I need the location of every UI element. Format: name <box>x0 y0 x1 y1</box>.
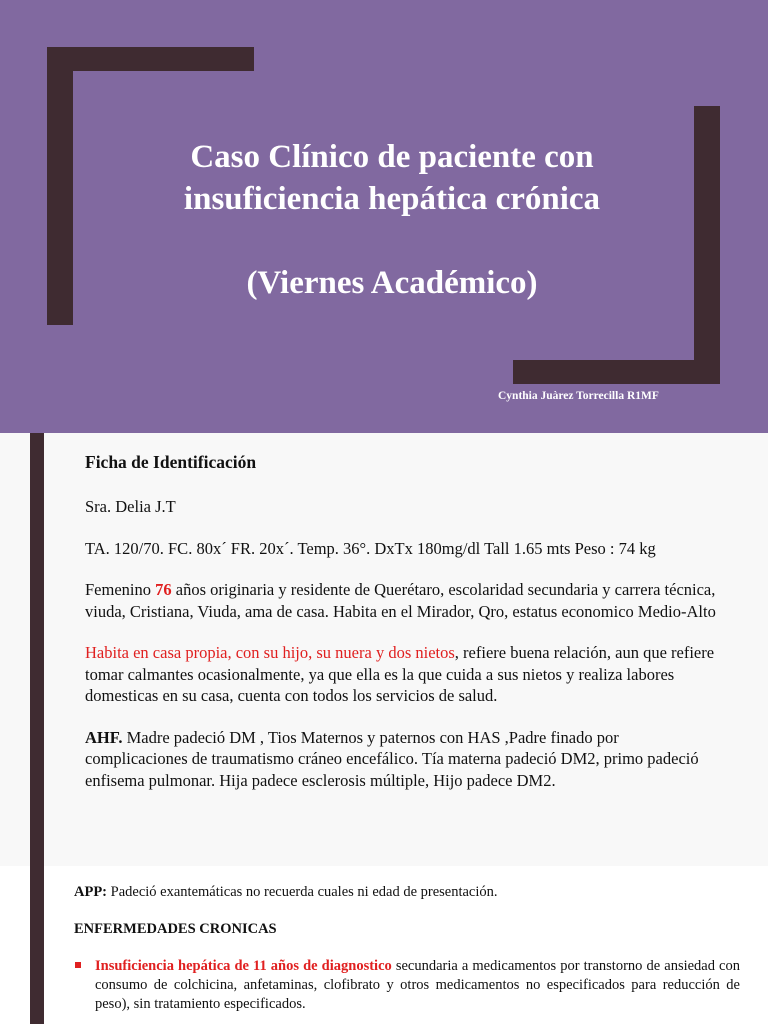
living-situation-highlight: Habita en casa propia, con su hijo, su nuera y dos nietos <box>85 643 455 662</box>
living-situation-paragraph <box>85 642 725 707</box>
diagnosis-highlight: Insuficiencia hepática de 11 años de diagnostico <box>95 958 392 974</box>
vital-signs: TA. 120/70. FC. 80x´ FR. 20x´. Temp. 36°. DxTx 180mg/dl Tall 1.65 mts Peso : 74 kg <box>85 538 656 558</box>
family-history-text: Madre padeció DM , Tios Maternos y paternos con HAS ,Padre finado por complicaciones de traumatismo cráneo encefálico. Tía materna padeció DM2, primo padeció enfisema pulmonar. Hija padece esclerosis múltiple, Hijo padece DM2. <box>85 727 699 790</box>
identification-content <box>85 449 725 811</box>
demographics-text: años originaria y residente de Querétaro, escolaridad secundaria y carrera técnica, viuda, Cristiana, Viuda, ama de casa. Habita en el Mirador, Qro, estatus economico Medio-Alto <box>85 580 716 621</box>
demographics-paragraph <box>85 579 725 622</box>
frame-top-left-horizontal <box>47 47 254 71</box>
chronic-diseases-heading: ENFERMEDADES CRONICAS <box>74 921 277 937</box>
living-situation-text: , refiere buena relación, aun que refiere tomar calmantes ocasionalmente, ya que ella es la que cuida a sus nietos y realiza labores domesticas en su casa, cuenta con todos los servicios de salud. <box>85 643 715 705</box>
diagnosis-text: secundaria a medicamentos por transtorno de ansiedad con consumo de colchicina, anfetaminas, clofibrato y otros medicamentos no especificados para reducción de peso), sin tratamiento especificados. <box>95 958 740 1012</box>
family-history-label: AHF. <box>85 727 123 747</box>
demographics-prefix: Femenino <box>85 580 156 599</box>
left-accent-bar <box>30 866 44 1024</box>
frame-top-left-vertical <box>47 47 73 325</box>
slide-subtitle: (Viernes Académico) <box>246 265 538 301</box>
family-history-paragraph <box>85 727 725 792</box>
app-label: APP: <box>74 884 108 900</box>
list-item <box>74 957 740 1014</box>
left-accent-bar <box>30 433 44 866</box>
title-line-1: Caso Clínico de paciente con <box>190 139 594 175</box>
patient-age: 76 <box>155 580 172 599</box>
title-slide <box>0 0 768 433</box>
author-name: Cynthia Juàrez Torrecilla R1MF <box>498 390 659 402</box>
frame-bottom-right-vertical <box>694 106 720 384</box>
identification-slide <box>0 433 768 866</box>
patient-name: Sra. Delia J.T <box>85 497 176 516</box>
history-content <box>74 883 740 1014</box>
slide-title <box>100 136 684 304</box>
frame-bottom-right-horizontal <box>513 360 720 384</box>
app-text: Padeció exantemáticas no recuerda cuales ni edad de presentación. <box>107 884 498 900</box>
history-slide <box>0 866 768 1024</box>
section-heading: Ficha de Identificación <box>85 452 257 472</box>
app-paragraph <box>74 883 740 902</box>
title-line-2: insuficiencia hepática crónica <box>183 181 601 217</box>
square-bullet-icon <box>75 962 81 968</box>
